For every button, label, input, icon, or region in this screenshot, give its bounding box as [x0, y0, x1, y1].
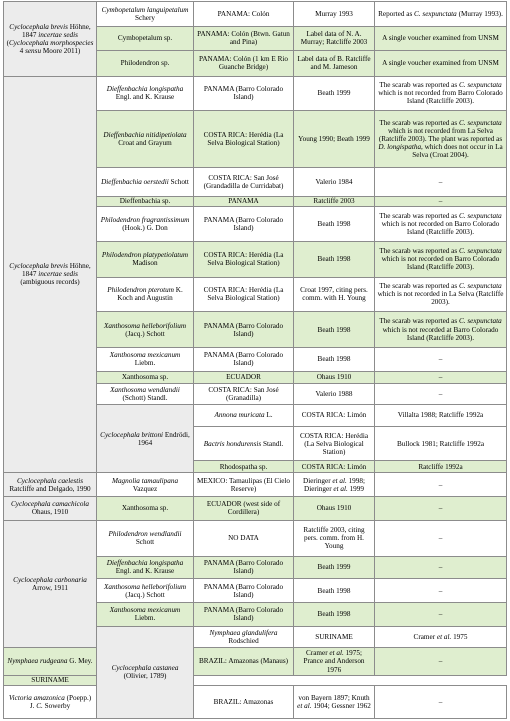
table-row — [4, 648, 507, 675]
reference-cell: Valerio 1984 — [294, 168, 375, 196]
locality-cell: PANAMA: Colón (Btwn. Gatun and Pina) — [194, 26, 294, 50]
host-plant-records-table — [3, 1, 507, 719]
locality-cell: PANAMA (Barro Colorado Island) — [194, 556, 294, 579]
reference-cell: Beath 1998 — [294, 207, 375, 242]
notes-cell: – — [375, 473, 507, 497]
locality-cell: MEXICO: Tamaulipas (El Cielo Reserve) — [194, 473, 294, 497]
table-row — [4, 473, 507, 497]
notes-cell: – — [375, 347, 507, 371]
species-cell: Cyclocephala brittoni Endrödi, 1964 — [97, 405, 194, 473]
reference-cell: Beath 1999 — [294, 556, 375, 579]
notes-cell: – — [375, 686, 507, 719]
reference-cell: Beath 1998 — [294, 347, 375, 371]
reference-cell: Ratcliffe 1992a — [375, 461, 507, 473]
host-plant-cell: Philodendron platypetiolatum Madison — [97, 241, 194, 277]
notes-cell: A single voucher examined from UNSM — [375, 26, 507, 50]
host-plant-cell: Cymbopetalum languipetalum Schery — [97, 2, 194, 27]
table-body — [4, 2, 507, 719]
reference-cell: Beath 1998 — [294, 579, 375, 603]
notes-cell: – — [375, 371, 507, 383]
notes-cell: – — [375, 579, 507, 603]
locality-cell: PANAMA — [194, 196, 294, 207]
locality-cell: BRAZIL: Amazonas (Manaus) — [194, 648, 294, 675]
reference-cell: Ohaus 1910 — [294, 497, 375, 521]
host-plant-cell: Xanthosoma mexicanum Liebm. — [97, 603, 194, 627]
locality-cell: PANAMA: Colón — [194, 2, 294, 27]
table-row — [4, 675, 507, 686]
reference-cell: Ohaus 1910 — [294, 371, 375, 383]
locality-cell: COSTA RICA: San José (Granadilla) — [194, 383, 294, 405]
host-plant-cell: Nymphaea glandulifera Rodschied — [194, 626, 294, 648]
notes-cell: The scarab was reported as C. sexpunctata which is not recorded from La Selva (Ratcliffe 2003). The plant was reported as D. longispatha, which does not occur in La Selva (Croat 2004). — [375, 111, 507, 168]
locality-cell: COSTA RICA: Limón — [294, 405, 375, 427]
locality-cell: COSTA RICA: Herédia (La Selva Biological Station) — [194, 277, 294, 312]
table-row — [4, 497, 507, 521]
host-plant-cell: Rhodospatha sp. — [194, 461, 294, 473]
locality-cell: SURINAME — [4, 675, 97, 686]
reference-cell: Label data of N. A. Murray; Ratcliffe 2003 — [294, 26, 375, 50]
reference-cell: Label data of B. Ratcliffe and M. Jameson — [294, 50, 375, 76]
reference-cell: Cramer et al. 1975; Prance and Anderson 1976 — [294, 648, 375, 675]
reference-cell: Ratcliffe 2003, citing pers. comm. from H. Young — [294, 520, 375, 556]
notes-cell: Reported as C. sexpunctata (Murray 1993). — [375, 2, 507, 27]
reference-cell: Bullock 1981; Ratcliffe 1992a — [375, 426, 507, 461]
table-row — [4, 76, 507, 111]
locality-cell: PANAMA: Colón (1 km E Rio Guanche Bridge) — [194, 50, 294, 76]
reference-cell: Valerio 1988 — [294, 383, 375, 405]
locality-cell: PANAMA (Barro Colorado Island) — [194, 76, 294, 111]
reference-cell: Ratcliffe 2003 — [294, 196, 375, 207]
reference-cell: von Bayern 1897; Knuth et al. 1904; Gessner 1962 — [294, 686, 375, 719]
reference-cell: Beath 1998 — [294, 241, 375, 277]
notes-cell: – — [375, 168, 507, 196]
species-cell: Cyclocephala brevis Höhne, 1847 incertae sedis (ambiguous records) — [4, 76, 97, 473]
reference-cell: Beath 1999 — [294, 76, 375, 111]
locality-cell: ECUADOR — [194, 371, 294, 383]
host-plant-cell: Magnolia tamaulipana Vazquez — [97, 473, 194, 497]
notes-cell: – — [375, 196, 507, 207]
host-plant-cell: Xanthosoma mexicanum Liebm. — [97, 347, 194, 371]
locality-cell: COSTA RICA: Herédia (La Selva Biological Station) — [194, 111, 294, 168]
species-cell: Cyclocephala castanea (Olivier, 1789) — [97, 626, 194, 718]
reference-cell: Young 1990; Beath 1999 — [294, 111, 375, 168]
locality-cell: BRAZIL: Amazonas — [194, 686, 294, 719]
notes-cell: A single voucher examined from UNSM — [375, 50, 507, 76]
notes-cell: – — [375, 603, 507, 627]
locality-cell: NO DATA — [194, 520, 294, 556]
host-plant-cell: Philodendron fragrantissimum (Hook.) G. Don — [97, 207, 194, 242]
locality-cell: PANAMA (Barro Colorado Island) — [194, 207, 294, 242]
host-plant-cell: Xanthosoma wendlandii (Schott) Standl. — [97, 383, 194, 405]
host-plant-cell: Dieffenbachia sp. — [97, 196, 194, 207]
reference-cell: Villalta 1988; Ratcliffe 1992a — [375, 405, 507, 427]
reference-cell: Croat 1997, citing pers. comm. with H. Young — [294, 277, 375, 312]
table-row — [4, 686, 507, 719]
locality-cell: COSTA RICA: Herédia (La Selva Biological Station) — [194, 241, 294, 277]
notes-cell: The scarab was reported as C. sexpunctata which is not recorded on Barro Colorado Island (Ratcliffe 2003). — [375, 207, 507, 242]
host-plant-cell: Philodendron sp. — [97, 50, 194, 76]
host-plant-cell: Dieffenbachia longispatha Engl. and K. Krause — [97, 556, 194, 579]
table-row — [4, 520, 507, 556]
host-plant-cell: Nymphaea rudgeana G. Mey. — [4, 648, 97, 675]
locality-cell: SURINAME — [294, 626, 375, 648]
locality-cell: PANAMA (Barro Colorado Island) — [194, 312, 294, 348]
notes-cell: The scarab was reported as C. sexpunctata which is not recorded in La Selva (Ratcliffe 2003). — [375, 277, 507, 312]
notes-cell: – — [375, 497, 507, 521]
locality-cell: ECUADOR (west side of Cordillera) — [194, 497, 294, 521]
locality-cell: PANAMA (Barro Colorado Island) — [194, 579, 294, 603]
species-cell: Cyclocephala brevis Höhne, 1847 incertae sedis (Cyclocephala morphospecies 4 sensu Moore 2011) — [4, 2, 97, 77]
host-plant-cell: Xanthosoma sp. — [97, 371, 194, 383]
species-cell: Cyclocephala carbonaria Arrow, 1911 — [4, 520, 97, 648]
host-plant-cell: Xanthosoma sp. — [97, 497, 194, 521]
host-plant-cell: Victoria amazonica (Poepp.) J. C. Sowerby — [4, 686, 97, 719]
notes-cell: – — [375, 648, 507, 675]
reference-cell: Murray 1993 — [294, 2, 375, 27]
reference-cell: Beath 1998 — [294, 603, 375, 627]
reference-cell: Cramer et al. 1975 — [375, 626, 507, 648]
table-row — [4, 2, 507, 27]
notes-cell: The scarab was reported as C. sexpunctata which is not recorded at Barro Colorado Island (Ratcliffe 2003). — [375, 312, 507, 348]
reference-cell: Beath 1998 — [294, 312, 375, 348]
host-plant-cell: Xanthosoma helleborifolium (Jacq.) Schott — [97, 579, 194, 603]
locality-cell: COSTA RICA: San José (Grandadilla de Curridabat) — [194, 168, 294, 196]
host-plant-cell: Annona muricata L. — [194, 405, 294, 427]
locality-cell: COSTA RICA: Limón — [294, 461, 375, 473]
notes-cell: – — [375, 383, 507, 405]
notes-cell: The scarab was reported as C. sexpunctata which is not recorded from Barro Colorado Island (Ratcliffe 2003). — [375, 76, 507, 111]
host-plant-cell: Dieffenbachia oerstedii Schott — [97, 168, 194, 196]
notes-cell: The scarab was reported as C. sexpunctata which is not recorded on Barro Colorado Island (Ratcliffe 2003). — [375, 241, 507, 277]
notes-cell: – — [375, 520, 507, 556]
species-cell: Cyclocephala camachicola Ohaus, 1910 — [4, 497, 97, 521]
locality-cell: PANAMA (Barro Colorado Island) — [194, 603, 294, 627]
reference-cell: Dieringer et al. 1998; Dieringer et al. 1999 — [294, 473, 375, 497]
host-plant-cell: Cymbopetalum sp. — [97, 26, 194, 50]
host-plant-cell: Bactris hondurensis Standl. — [194, 426, 294, 461]
host-plant-cell: Philodendron wendlandii Schott — [97, 520, 194, 556]
host-plant-cell: Philodendron pterotum K. Koch and Augustin — [97, 277, 194, 312]
host-plant-cell: Dieffenbachia nitidipetiolata Croat and Grayum — [97, 111, 194, 168]
notes-cell: – — [375, 556, 507, 579]
species-cell: Cyclocephala caelestis Ratcliffe and Delgado, 1990 — [4, 473, 97, 497]
host-plant-cell: Dieffenbachia longispatha Engl. and K. Krause — [97, 76, 194, 111]
locality-cell: COSTA RICA: Herédia (La Selva Biological Station) — [294, 426, 375, 461]
host-plant-cell: Xanthosoma helleborifolium (Jacq.) Schott — [97, 312, 194, 348]
locality-cell: PANAMA (Barro Colorado Island) — [194, 347, 294, 371]
